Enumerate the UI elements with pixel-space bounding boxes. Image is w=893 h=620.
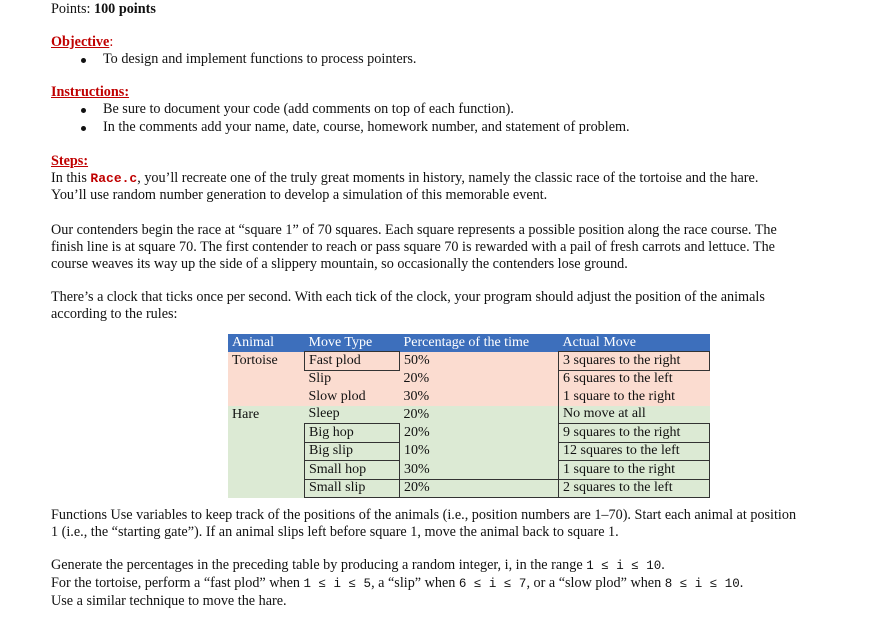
points-line — [51, 1, 156, 18]
table-header-row — [228, 334, 710, 352]
steps-paragraph-1: In this Race.c, you’ll recreate one of the truly great moments in history, namely the classic race of the tortoise and the hare. You’ll use random number generation to develop a simulation of this memorable event. — [51, 170, 759, 203]
range-code: 1 ≤ i ≤ 10 — [586, 559, 662, 573]
header-move-type: Move Type — [305, 334, 400, 352]
race-filename: Race.c — [90, 171, 138, 186]
slip-range: 6 ≤ i ≤ 7 — [458, 577, 527, 591]
steps-heading: Steps: — [51, 153, 89, 169]
header-actual-move: Actual Move — [559, 334, 710, 352]
table-row: Slow plod 30% 1 square to the right — [228, 388, 710, 406]
table-row: Big hop 20% 9 squares to the right — [228, 424, 710, 443]
header-animal: Animal — [228, 334, 305, 352]
table-row: Tortoise Fast plod 50% 3 squares to the right — [228, 352, 710, 371]
fast-plod-range: 1 ≤ i ≤ 5 — [303, 577, 372, 591]
percentages-paragraph: Generate the percentages in the preceding table by producing a random integer, i, in the range 1 ≤ i ≤ 10. For the tortoise, perform a “fast plod” when 1 ≤ i ≤ 5, a “slip” when 6 ≤ i ≤ 7, or a “slow plod” when 8 ≤ i ≤ 10. Use a similar technique to move the hare. — [51, 557, 744, 609]
race-rules-table — [228, 334, 710, 498]
table-row: Big slip 10% 12 squares to the left — [228, 442, 710, 461]
objective-item: To design and implement functions to process pointers. — [103, 51, 417, 67]
instructions-item-2: In the comments add your name, date, course, homework number, and statement of problem. — [103, 119, 630, 135]
points-value: 100 points — [93, 1, 156, 17]
table-row: Small hop 30% 1 square to the right — [228, 461, 710, 480]
table-row: Hare Sleep 20% No move at all — [228, 406, 710, 424]
table-row: Slip 20% 6 squares to the left — [228, 370, 710, 388]
instructions-item-1: Be sure to document your code (add comments on top of each function). — [103, 101, 514, 117]
bullet-icon — [81, 58, 86, 63]
bullet-icon — [81, 108, 86, 113]
points-label: Points: — [51, 1, 91, 17]
header-percentage: Percentage of the time — [400, 334, 559, 352]
instructions-heading: Instructions: — [51, 84, 130, 100]
slow-plod-range: 8 ≤ i ≤ 10 — [664, 577, 740, 591]
steps-paragraph-2: Our contenders begin the race at “square 1” of 70 squares. Each square represents a possible position along the race course. The finish line is at square 70. The first contender to reach or pass square 70 is rewarded with a pail of fresh carrots and lettuce. The course weaves its way up the side of a slippery mountain, so occasionally the contenders lose ground. — [51, 222, 777, 272]
table-row: Small slip 20% 2 squares to the left — [228, 479, 710, 498]
bullet-icon — [81, 126, 86, 131]
positions-paragraph: Functions Use variables to keep track of the positions of the animals (i.e., position numbers are 1–70). Start each animal at position 1 (i.e., the “starting gate”). If an animal slips left before square 1, move the animal back to square 1. — [51, 507, 797, 540]
steps-paragraph-3: There’s a clock that ticks once per second. With each tick of the clock, your program should adjust the position of the animals according to the rules: — [51, 289, 765, 322]
objective-heading: Objective: — [51, 34, 114, 50]
